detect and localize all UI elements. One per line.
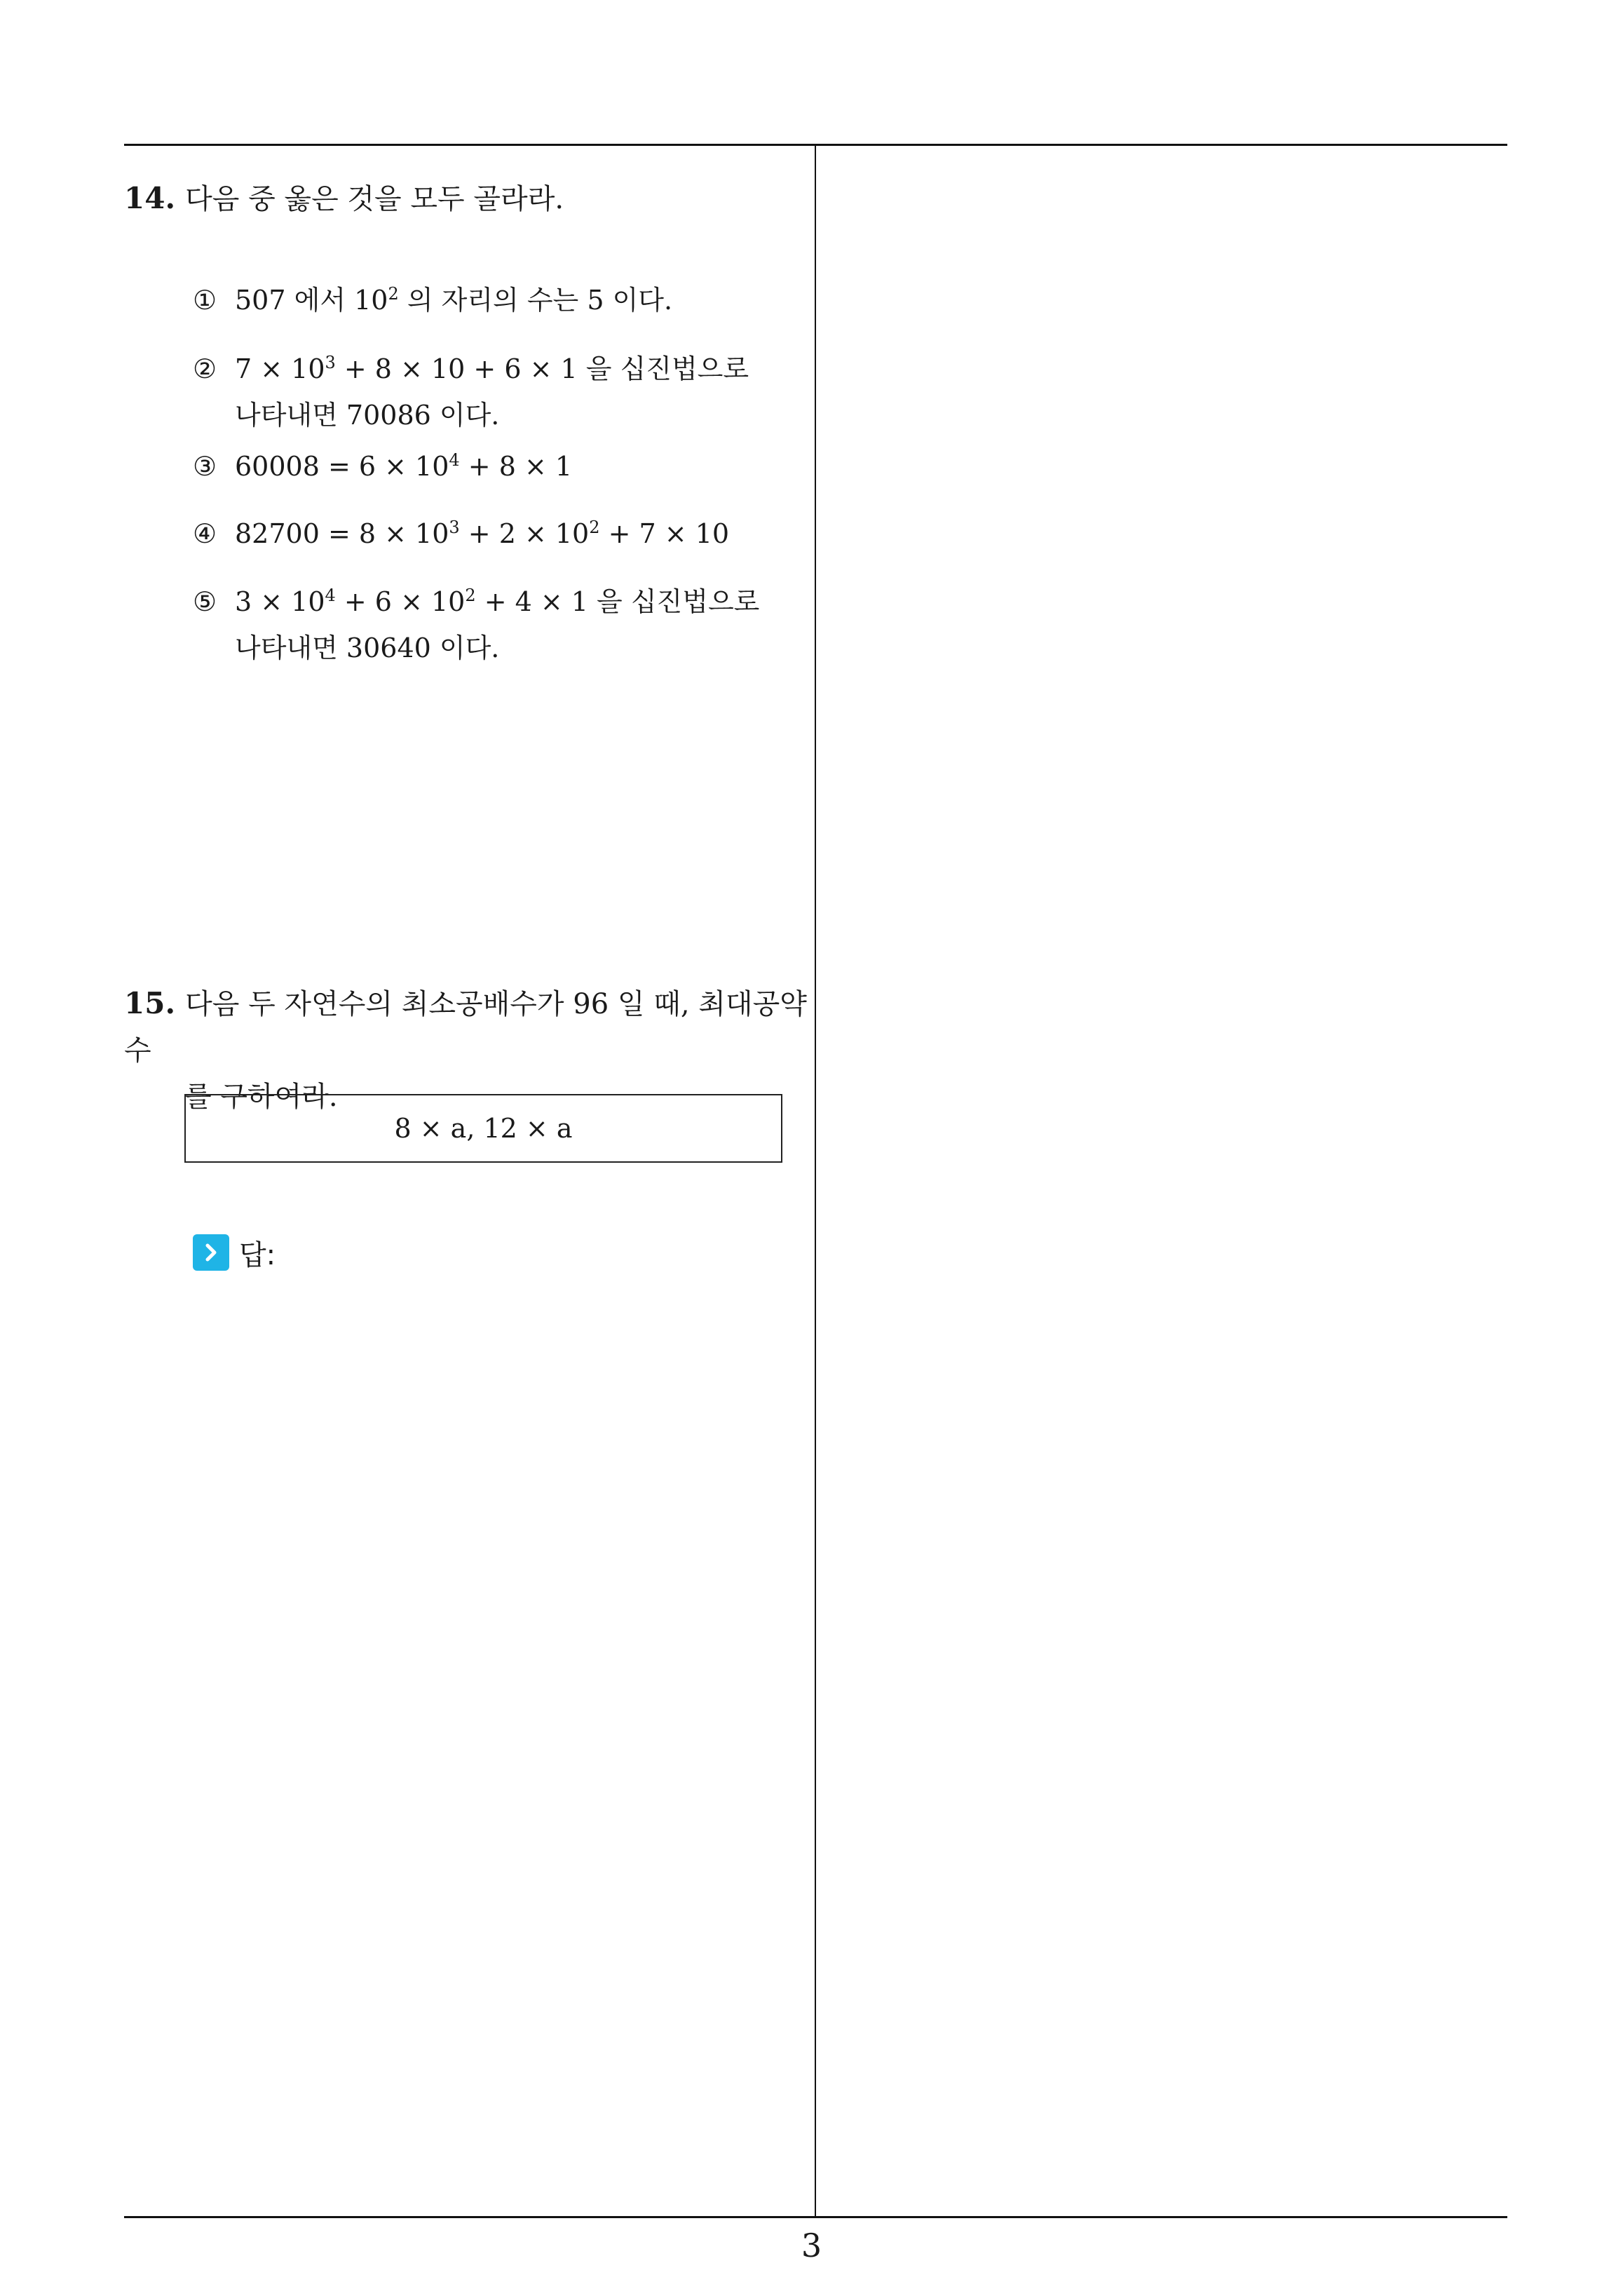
choice-5[interactable] [193, 579, 759, 671]
choice-text: + 7 × 10 [599, 518, 730, 549]
choice-text: + 6 × 10 [335, 586, 466, 617]
choice-2[interactable] [193, 346, 749, 438]
exponent: 3 [325, 353, 336, 372]
choice-text: 3 × 10 [235, 586, 325, 617]
question-prompt: 다음 중 옳은 것을 모두 골라라. [185, 183, 564, 215]
chevron-right-icon [193, 1234, 229, 1271]
choice-text: 60008 = 6 × 10 [235, 451, 449, 482]
choice-mark: ③ [193, 451, 217, 482]
page-number: 3 [801, 2227, 822, 2264]
choice-mark: ① [193, 285, 217, 316]
choice-text: + 4 × 1 을 십진법으로 [475, 586, 760, 617]
choice-text-continued: 나타내면 30640 이다. [235, 633, 500, 663]
choice-text: + 8 × 10 + 6 × 1 을 십진법으로 [335, 353, 749, 384]
exponent: 3 [449, 518, 460, 537]
choice-text: 의 자리의 수는 5 이다. [398, 285, 673, 316]
exponent: 4 [325, 586, 336, 605]
choice-text: 507 에서 10 [235, 285, 388, 316]
exponent: 4 [449, 450, 460, 470]
choice-text: 82700 = 8 × 10 [235, 518, 449, 549]
question-number: 14. [124, 181, 176, 215]
choice-text: + 8 × 1 [459, 451, 573, 482]
answer-label: 답: [239, 1238, 276, 1271]
column-divider [815, 144, 816, 2217]
exponent: 2 [589, 518, 600, 537]
choice-1[interactable] [193, 277, 672, 323]
choice-4[interactable] [193, 511, 729, 557]
expression-text: 8 × a, 12 × a [394, 1113, 573, 1144]
exponent: 2 [465, 586, 476, 605]
question-14-heading [124, 175, 564, 222]
choice-mark: ④ [193, 518, 217, 549]
choice-text-continued: 나타내면 70086 이다. [235, 400, 500, 431]
choice-mark: ⑤ [193, 586, 217, 617]
question-prompt-continued: 를 구하여라. [184, 1081, 338, 1113]
bottom-rule [124, 2216, 1507, 2218]
question-prompt: 다음 두 자연수의 최소공배수가 96 일 때, 최대공약수 [124, 988, 807, 1067]
choice-mark: ② [193, 353, 217, 384]
choice-text: 7 × 10 [235, 353, 325, 384]
expression-box [184, 1094, 782, 1163]
question-number: 15. [124, 986, 176, 1020]
choice-text: + 2 × 10 [459, 518, 590, 549]
exponent: 2 [388, 284, 399, 304]
answer-row[interactable] [193, 1233, 276, 1272]
choice-3[interactable] [193, 443, 572, 489]
